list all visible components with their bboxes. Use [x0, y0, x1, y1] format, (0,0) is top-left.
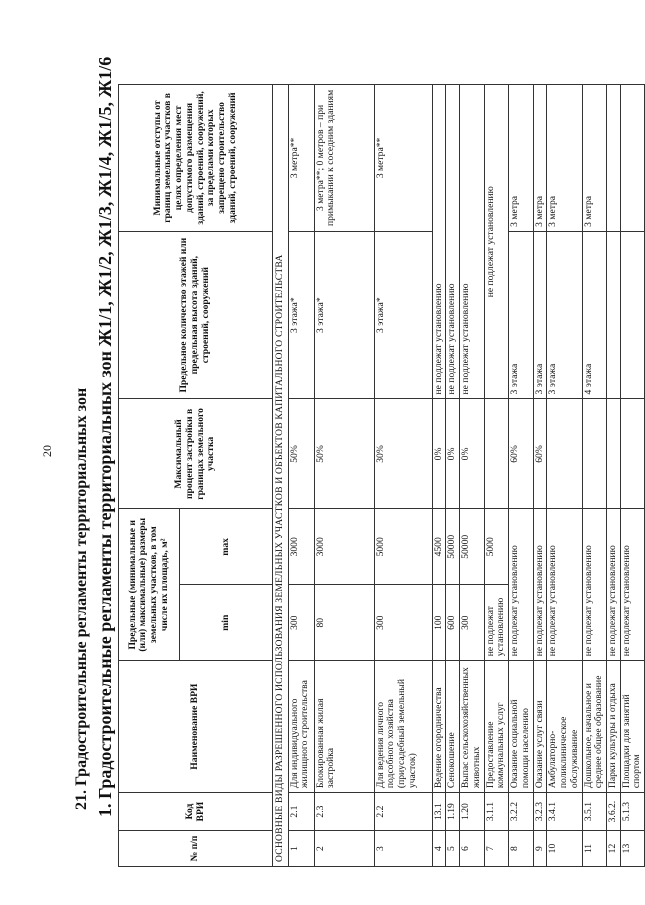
- cell-num: 1: [288, 831, 314, 867]
- cell-num: 8: [509, 831, 533, 867]
- header-setback: Минимальные отступы от границ земельных участков в целях определения мест допустимого размещения зданий, строений, сооружений, за пределами которых запрещено строительство зданий, строений, сооружений: [119, 85, 273, 232]
- section-heading: 21. Градостроительные регламенты территориальных зон: [73, 387, 90, 810]
- cell-code: 2.1: [288, 793, 314, 831]
- cell-min: 300: [374, 585, 432, 661]
- cell-percent: 60%: [533, 399, 547, 509]
- table-row: [432, 85, 446, 867]
- header-min: min: [180, 585, 273, 661]
- cell-name: Ведение огородничества: [432, 661, 446, 793]
- header-name: Наименование ВРИ: [119, 661, 273, 793]
- cell-max: 5000: [374, 509, 432, 585]
- table-row: [460, 85, 484, 867]
- cell-min: 300: [288, 585, 314, 661]
- table-row: [607, 85, 621, 867]
- cell-setback: 3 метра: [533, 85, 547, 232]
- table-row: [582, 85, 606, 867]
- cell-percent: 0%: [460, 399, 484, 509]
- table-row: [620, 85, 644, 867]
- cell-num: 7: [484, 831, 508, 867]
- cell-min: 80: [314, 585, 374, 661]
- cell-code: 2.2: [374, 793, 432, 831]
- cell-code: 3.2.3: [533, 793, 547, 831]
- cell-name: Оказание социальной помощи населению: [509, 661, 533, 793]
- table-row: [484, 85, 508, 867]
- subsection-heading: 1. Градостроительные регламенты территориальных зон Ж1/1, Ж1/2, Ж1/3, Ж1/4, Ж1/5, Ж1/6: [95, 56, 115, 817]
- cell-percent: 0%: [432, 399, 446, 509]
- cell-max: 50000: [460, 509, 484, 585]
- cell-num: 2: [314, 831, 374, 867]
- cell-name: Парки культуры и отдыха: [607, 661, 621, 793]
- cell-name: Амбулаторно-поликлиническое обслуживание: [547, 661, 582, 793]
- cell-name: Дошкольное, начальное и среднее общее образование: [582, 661, 606, 793]
- cell-min: 100: [432, 585, 446, 661]
- table-row: [533, 85, 547, 867]
- cell-name: Предоставление коммунальных услуг: [484, 661, 508, 793]
- cell-num: 5: [446, 831, 460, 867]
- cell-floors: [607, 231, 621, 399]
- cell-percent: 50%: [314, 399, 374, 509]
- cell-percent: 30%: [374, 399, 432, 509]
- table-row: [288, 85, 314, 867]
- cell-code: 3.2.2: [509, 793, 533, 831]
- table-row: [547, 85, 582, 867]
- cell-setback: 3 метра: [582, 85, 606, 232]
- cell-min: 300: [460, 585, 484, 661]
- cell-name: Для индивидуального жилищного строительства: [288, 661, 314, 793]
- cell-max: 3000: [314, 509, 374, 585]
- page-number: 20: [40, 445, 54, 457]
- cell-percent: [607, 399, 621, 509]
- cell-floors: 4 этажа: [582, 231, 606, 399]
- cell-floors: 3 этажа: [509, 231, 533, 399]
- header-code: Код ВРИ: [119, 793, 273, 831]
- cell-num: 6: [460, 831, 484, 867]
- cell-min: не подлежат установлению: [484, 585, 508, 661]
- cell-setback: 3 метра**: [374, 85, 432, 232]
- header-max: max: [180, 509, 273, 585]
- cell-num: 12: [607, 831, 621, 867]
- cell-num: 11: [582, 831, 606, 867]
- cell-setback: [607, 85, 621, 232]
- cell-floors-setback: не подлежат установлению: [446, 85, 460, 399]
- cell-name: Выпас сельскохозяйственных животных: [460, 661, 484, 793]
- cell-sizes: не подлежат установлению: [607, 509, 621, 661]
- cell-percent: 0%: [446, 399, 460, 509]
- section-row: ОСНОВНЫЕ ВИДЫ РАЗРЕШЕННОГО ИСПОЛЬЗОВАНИЯ ЗЕМЕЛЬНЫХ УЧАСТКОВ И ОБЪЕКТОВ КАПИТАЛЬНОГО СТРОИТЕЛЬСТВА: [273, 85, 289, 867]
- cell-name: Блокированная жилая застройка: [314, 661, 374, 793]
- cell-code: 3.4.1: [547, 793, 582, 831]
- cell-name: Сенокошение: [446, 661, 460, 793]
- table-row: [509, 85, 533, 867]
- cell-setback: [620, 85, 644, 232]
- cell-percent: [620, 399, 644, 509]
- cell-sizes: не подлежат установлению: [509, 509, 533, 661]
- cell-num: 10: [547, 831, 582, 867]
- header-floors: Предельное количество этажей или предельная высота зданий, строений, сооружений: [119, 231, 273, 399]
- cell-percent: 50%: [288, 399, 314, 509]
- cell-num: 13: [620, 831, 644, 867]
- cell-percent: 60%: [509, 399, 533, 509]
- cell-sizes: не подлежат установлению: [533, 509, 547, 661]
- cell-code: 3.1.1: [484, 793, 508, 831]
- cell-max: 3000: [288, 509, 314, 585]
- table-row: [314, 85, 374, 867]
- cell-setback: 3 метра: [547, 85, 582, 232]
- cell-setback: 3 метра: [509, 85, 533, 232]
- cell-sizes: не подлежат установлению: [582, 509, 606, 661]
- cell-floors-setback: не подлежат установлению: [460, 85, 484, 399]
- header-sizes: Предельные (минимальные и (или) максимальные) размеры земельных участков, в том числе их площадь, м²: [119, 509, 180, 661]
- cell-percent: [484, 399, 508, 509]
- cell-num: 9: [533, 831, 547, 867]
- cell-name: Оказание услуг связи: [533, 661, 547, 793]
- cell-floors: 3 этажа*: [374, 231, 432, 399]
- cell-floors-setback: не подлежат установлению: [432, 85, 446, 399]
- cell-code: 2.3: [314, 793, 374, 831]
- table-row: [446, 85, 460, 867]
- cell-code: 1.20: [460, 793, 484, 831]
- cell-setback: 3 метра**: [288, 85, 314, 232]
- cell-code: 1.19: [446, 793, 460, 831]
- cell-setback: 3 метра**; 0 метров – при примыкании к соседним зданиям: [314, 85, 374, 232]
- cell-floors: 3 этажа*: [288, 231, 314, 399]
- cell-name: Площадки для занятий спортом: [620, 661, 644, 793]
- cell-code: 3.5.1: [582, 793, 606, 831]
- cell-floors: 3 этажа: [533, 231, 547, 399]
- header-percent: Максимальный процент застройки в границах земельного участка: [119, 399, 273, 509]
- cell-code: 5.1.3: [620, 793, 644, 831]
- cell-name: Для ведения личного подсобного хозяйства (приусадебный земельный участок): [374, 661, 432, 793]
- cell-max: 5000: [484, 509, 508, 585]
- cell-sizes: не подлежат установлению: [547, 509, 582, 661]
- table-row: [374, 85, 432, 867]
- cell-num: 3: [374, 831, 432, 867]
- cell-percent: [547, 399, 582, 509]
- cell-min: 600: [446, 585, 460, 661]
- cell-num: 4: [432, 831, 446, 867]
- cell-code: 13.1: [432, 793, 446, 831]
- cell-percent: [582, 399, 606, 509]
- header-num: № п/п: [119, 831, 273, 867]
- cell-floors-setback: не подлежат установлению: [484, 85, 508, 399]
- cell-floors: 3 этажа: [547, 231, 582, 399]
- regulations-table: [118, 84, 645, 867]
- cell-max: 4500: [432, 509, 446, 585]
- cell-max: 50000: [446, 509, 460, 585]
- cell-sizes: не подлежат установлению: [620, 509, 644, 661]
- cell-code: 3.6.2.: [607, 793, 621, 831]
- cell-floors: [620, 231, 644, 399]
- cell-floors: 3 этажа*: [314, 231, 374, 399]
